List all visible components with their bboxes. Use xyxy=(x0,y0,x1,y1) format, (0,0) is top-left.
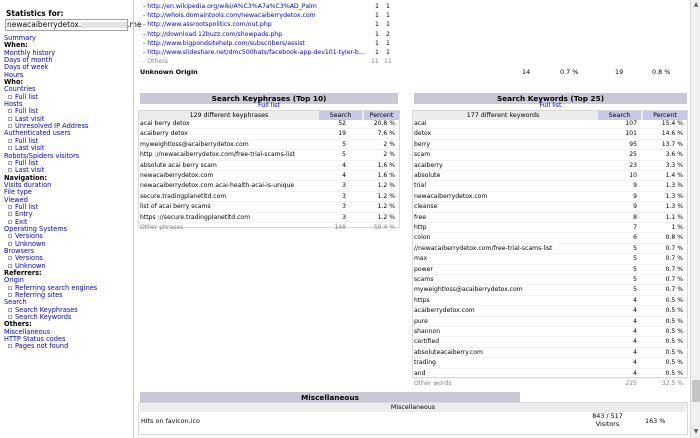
sidebar-sub-pages-not-found[interactable] xyxy=(4,343,132,350)
sidebar-label: Authenticated users xyxy=(4,129,71,138)
keywords-title: Search Keywords (Top 25) xyxy=(414,93,687,104)
misc-title: Miscellaneous xyxy=(140,392,520,403)
table-row xyxy=(413,275,687,285)
table-row xyxy=(413,233,687,243)
sidebar-label: Unresolved IP Address xyxy=(15,122,89,131)
row-term: https ://secure.tradingplanetltd.com xyxy=(140,213,251,221)
row-percent: 0.5 % xyxy=(665,317,683,325)
row-term: acai xyxy=(414,120,427,127)
sidebar-label: Summary xyxy=(4,34,36,42)
keywords-other-row xyxy=(413,379,687,389)
sidebar-label: Navigation: xyxy=(4,173,47,182)
row-term: free xyxy=(414,213,427,221)
table-row xyxy=(413,348,687,358)
unknown-origin-hits-pct: 0.8 % xyxy=(652,68,671,76)
sidebar-label: Robots/Spiders visitors xyxy=(4,151,80,160)
misc-row xyxy=(140,412,686,434)
row-search-count: 52 xyxy=(338,120,346,127)
row-percent: 0.7 % xyxy=(665,265,683,273)
table-row xyxy=(413,327,687,337)
row-search-count: 19 xyxy=(338,130,346,138)
sidebar-label: File type xyxy=(4,188,32,197)
sidebar-label: Hours xyxy=(4,70,24,79)
row-search-count: 4 xyxy=(633,338,637,346)
tree-bullet-icon xyxy=(8,308,12,312)
sidebar-label: Operating Systems xyxy=(4,224,68,233)
row-percent: 0.5 % xyxy=(665,296,683,304)
row-percent: 59.4 % xyxy=(373,224,395,231)
row-term: detox xyxy=(414,130,432,138)
row-percent: 0.7 % xyxy=(665,244,683,252)
row-search-count: 3 xyxy=(342,203,346,211)
row-term: and xyxy=(414,369,426,377)
sidebar-label: HTTP Status codes xyxy=(4,335,66,344)
row-term: cleanse xyxy=(414,203,438,211)
tree-bullet-icon xyxy=(8,212,12,216)
sidebar-label: Full list xyxy=(15,202,39,211)
row-percent: 1.3 % xyxy=(665,182,683,190)
sidebar-label: Entry xyxy=(15,210,33,219)
row-search-count: 3 xyxy=(342,182,346,190)
row-percent: 1.1 % xyxy=(665,213,683,221)
tree-bullet-icon xyxy=(8,315,12,319)
table-row xyxy=(139,192,399,202)
row-search-count: 7 xyxy=(633,224,637,231)
tree-bullet-icon xyxy=(8,293,12,297)
row-search-count: 4 xyxy=(633,296,637,304)
row-percent: 0.7 % xyxy=(665,255,683,263)
tree-bullet-icon xyxy=(8,264,12,268)
row-term: power xyxy=(414,265,433,273)
sidebar-label: Last visit xyxy=(15,166,45,175)
table-row xyxy=(413,213,687,223)
row-search-count: 5 xyxy=(342,151,346,159)
scroll-up-icon[interactable]: ▲ xyxy=(693,1,699,8)
row-search-count: 6 xyxy=(633,234,637,242)
tree-bullet-icon xyxy=(8,242,12,246)
table-row xyxy=(413,317,687,327)
row-search-count: 4 xyxy=(633,328,637,335)
row-percent: 0.7 % xyxy=(665,286,683,294)
row-search-count: 23 xyxy=(629,161,637,169)
unknown-origin-hits: 19 xyxy=(615,68,624,76)
referrer-link[interactable]: - http://www.assrootspolitics.com/out.php xyxy=(143,21,272,29)
row-percent: 1.2 % xyxy=(377,213,395,221)
sidebar-sub-full-list[interactable] xyxy=(4,94,132,101)
row-term: Other phrases xyxy=(140,224,184,231)
row-percent: 2 % xyxy=(383,151,395,159)
row-percent: 0.5 % xyxy=(665,338,683,346)
row-search-count: 101 xyxy=(625,130,637,138)
row-term: pure xyxy=(414,317,428,325)
referrer-others-hits: 11 xyxy=(384,58,392,65)
misc-row-value: 843 / 517 xyxy=(592,412,623,420)
row-term: acaiberrydetox.com xyxy=(414,307,475,315)
row-search-count: 3 xyxy=(342,192,346,200)
sidebar-label: Browsers xyxy=(4,246,35,255)
referrer-link[interactable]: - http://www.slideshare.net/dmc500hats/facebook-app-dev101-tyler-b... xyxy=(143,49,365,56)
sidebar-label: Pages not found xyxy=(15,342,69,351)
domain-prefix: newacaiberrydetox. xyxy=(7,20,82,29)
sidebar-label: Monthly history xyxy=(4,48,56,57)
row-percent: 1.3 % xyxy=(665,192,683,200)
sidebar-label: Last visit xyxy=(15,144,45,153)
referrer-hits: 1 xyxy=(386,3,390,10)
keywords-col-search: Search xyxy=(598,111,641,120)
sidebar-label: When: xyxy=(4,41,28,50)
row-term: myweightloss@acaiberrydetox.com xyxy=(414,286,523,294)
table-row xyxy=(139,161,399,171)
row-search-count: 5 xyxy=(633,265,637,273)
tree-bullet-icon xyxy=(8,286,12,290)
misc-row-label: Hits on favicon.ico xyxy=(141,417,200,425)
row-percent: 1.4 % xyxy=(665,172,683,179)
misc-row-value-sub: Visitors xyxy=(595,420,620,428)
row-term: newacaiberrydetox.com xyxy=(414,192,488,200)
table-row xyxy=(139,140,399,150)
row-search-count: 3 xyxy=(342,213,346,221)
row-term: trial xyxy=(414,182,427,190)
table-row xyxy=(413,161,687,171)
row-search-count: 4 xyxy=(633,369,637,377)
referrer-pages: 1 xyxy=(375,49,379,56)
row-search-count: 8 xyxy=(633,213,637,221)
row-term: http ://newacaiberrydetox.com/free-trial-scams-list xyxy=(140,151,295,159)
sidebar-item-hours[interactable] xyxy=(4,72,132,79)
row-term: absolute acai berry scam xyxy=(140,161,217,169)
row-percent: 0.8 % xyxy=(665,234,683,242)
domain-selector[interactable] xyxy=(5,19,142,31)
row-term: newacaiberrydetox.com acai-health-acai-is-unique xyxy=(140,182,295,190)
row-search-count: 5 xyxy=(633,244,637,252)
row-percent: 1.2 % xyxy=(377,203,395,211)
row-term: myweightloss@acaiberrydetox.com xyxy=(140,140,249,148)
tree-bullet-icon xyxy=(8,220,12,224)
sidebar-label: Referring search engines xyxy=(15,283,98,292)
row-search-count: 4 xyxy=(633,317,637,325)
sidebar-label: Origin xyxy=(4,276,24,285)
keywords-full-list-link[interactable]: Full list xyxy=(539,102,562,109)
sidebar-label: Last visit xyxy=(15,114,45,123)
row-search-count: 9 xyxy=(633,192,637,200)
table-row xyxy=(413,244,687,254)
row-percent: 3.6 % xyxy=(665,151,683,159)
table-row xyxy=(413,181,687,191)
page-scrollbar[interactable] xyxy=(690,0,700,438)
sidebar xyxy=(0,0,142,438)
tree-bullet-icon xyxy=(8,205,12,209)
row-term: list of acai berry scams xyxy=(140,203,211,211)
tree-bullet-icon xyxy=(8,117,12,121)
row-percent: 1.2 % xyxy=(377,192,395,200)
row-percent: 1 % xyxy=(671,224,683,231)
row-search-count: 4 xyxy=(342,161,346,169)
row-search-count: 107 xyxy=(625,120,637,127)
row-term: max xyxy=(414,255,428,263)
row-percent: 2 % xyxy=(383,140,395,148)
tree-bullet-icon xyxy=(8,139,12,143)
tree-bullet-icon xyxy=(8,256,12,260)
tree-bullet-icon xyxy=(8,344,12,348)
table-row xyxy=(413,150,687,160)
sidebar-label: Referring sites xyxy=(15,291,63,300)
row-search-count: 4 xyxy=(633,307,637,315)
keyphrases-full-list-link[interactable]: Full list xyxy=(257,102,281,109)
row-percent: 13.7 % xyxy=(661,140,683,148)
row-term: http xyxy=(414,224,427,231)
referrer-link[interactable]: - http://whois.domaintools.com/newacaiberrydetox.com xyxy=(143,12,316,20)
sidebar-label: Full list xyxy=(15,92,39,101)
row-term: Other words xyxy=(414,380,452,387)
sidebar-label: Search xyxy=(4,298,27,307)
keyphrases-title: Search Keyphrases (Top 10) xyxy=(140,93,398,104)
stats-for-label: Statistics for: xyxy=(6,9,64,18)
referrer-hits: 1 xyxy=(386,21,390,29)
row-search-count: 5 xyxy=(342,140,346,148)
referrer-link[interactable]: - http://download.12buzz.com/showpads.php xyxy=(143,30,283,38)
table-row xyxy=(413,285,687,295)
row-term: //newacaiberrydetox.com/free-trial-scams-list xyxy=(414,244,553,252)
referrer-link[interactable]: - http://www.bigpondsitehelp.com/subscribers/assist xyxy=(143,39,305,47)
table-row xyxy=(413,254,687,264)
row-percent: 0.5 % xyxy=(665,359,683,367)
row-search-count: 9 xyxy=(633,203,637,211)
table-row xyxy=(413,202,687,212)
table-row xyxy=(139,202,399,212)
referrer-others-label: - Others xyxy=(143,58,168,65)
referrer-hits: 1 xyxy=(386,12,390,20)
unknown-origin-row xyxy=(140,68,685,76)
sidebar-label: Referrers: xyxy=(4,269,42,277)
referrer-pages: 1 xyxy=(375,3,379,10)
sidebar-label: Days of month xyxy=(4,56,53,65)
scrollbar-thumb[interactable] xyxy=(692,380,700,402)
row-term: absoluteacaiberry.com xyxy=(414,348,483,356)
row-term: acaiberry xyxy=(414,161,443,169)
row-term: colon xyxy=(414,234,431,242)
referrer-link[interactable]: - http://en.wikipedia.org/wiki/A%C3%A7a%C3%AD_Palm xyxy=(143,3,317,10)
table-row xyxy=(139,150,399,160)
row-percent: 1.3 % xyxy=(665,203,683,211)
row-percent: 0.5 % xyxy=(665,328,683,335)
sidebar-label: Hosts xyxy=(4,100,23,109)
referrer-hits: 1 xyxy=(386,49,390,56)
misc-subheader: Miscellaneous xyxy=(140,403,686,412)
row-percent: 32.5 % xyxy=(661,380,683,387)
tree-bullet-icon xyxy=(8,161,12,165)
tree-bullet-icon xyxy=(8,168,12,172)
row-term: absolute xyxy=(414,172,441,179)
sidebar-label: Unknown xyxy=(15,239,46,248)
table-row xyxy=(413,306,687,316)
sidebar-label: Others: xyxy=(4,320,32,329)
table-row xyxy=(413,129,687,139)
sidebar-label: Search Keywords xyxy=(15,313,72,322)
row-percent: 0.5 % xyxy=(665,369,683,377)
row-term: newacaiberrydetox.com xyxy=(140,172,214,179)
row-term: shannon xyxy=(414,328,441,335)
sidebar-label: Visits duration xyxy=(4,180,52,189)
sidebar-label: Exit xyxy=(15,217,28,226)
row-percent: 0.5 % xyxy=(665,307,683,315)
sidebar-label: Viewed xyxy=(4,195,28,204)
row-search-count: 5 xyxy=(633,276,637,283)
sidebar-label: Full list xyxy=(15,158,39,167)
table-row xyxy=(139,181,399,191)
row-percent: 14.6 % xyxy=(661,130,683,138)
sidebar-label: Who: xyxy=(4,78,24,87)
row-term: https xyxy=(414,296,430,304)
tree-bullet-icon xyxy=(8,95,12,99)
scroll-down-icon[interactable]: ▼ xyxy=(693,428,699,435)
row-search-count: 25 xyxy=(629,151,637,159)
keyphrases-col-percent: Percent xyxy=(364,111,399,120)
row-percent: 1.6 % xyxy=(377,161,395,169)
tree-bullet-icon xyxy=(8,234,12,238)
table-row xyxy=(139,171,399,181)
row-search-count: 225 xyxy=(625,380,637,387)
referrer-pages: 1 xyxy=(375,39,379,47)
row-term: scam xyxy=(414,151,431,159)
sidebar-label: Full list xyxy=(15,107,39,116)
row-search-count: 4 xyxy=(342,172,346,179)
tree-bullet-icon xyxy=(8,146,12,150)
table-row xyxy=(413,119,687,129)
row-term: secure.tradingplanetltd.com xyxy=(140,192,227,200)
row-search-count: 10 xyxy=(629,172,637,179)
sidebar-label: Countries xyxy=(4,85,36,94)
row-percent: 0.7 % xyxy=(665,276,683,283)
referrer-hits: 1 xyxy=(386,39,390,47)
keyphrases-count: 129 different keyphrases xyxy=(189,112,269,119)
sidebar-label: Miscellaneous xyxy=(4,327,51,336)
table-row xyxy=(139,129,399,139)
referrer-pages: 1 xyxy=(375,21,379,29)
row-percent: 1.2 % xyxy=(377,182,395,190)
row-term: certified xyxy=(414,338,440,346)
table-row xyxy=(413,223,687,233)
sidebar-label: Search Keyphrases xyxy=(15,305,78,314)
sidebar-label: Days of week xyxy=(4,63,49,72)
row-percent: 15.4 % xyxy=(661,120,683,127)
table-row xyxy=(413,358,687,368)
tree-bullet-icon xyxy=(8,124,12,128)
row-search-count: 5 xyxy=(633,255,637,263)
row-percent: 1.6 % xyxy=(377,172,395,179)
row-term: berry xyxy=(414,140,431,148)
domain-suffix: .me xyxy=(127,20,142,29)
referrer-pages: 1 xyxy=(375,12,379,20)
keyphrases-col-search: Search xyxy=(319,111,362,120)
table-row xyxy=(413,337,687,347)
table-row xyxy=(413,192,687,202)
row-term: acai berry detox xyxy=(140,120,190,127)
row-search-count: 148 xyxy=(334,224,346,231)
sidebar-label: Versions xyxy=(15,232,43,241)
sidebar-menu xyxy=(4,35,132,351)
row-percent: 7.6 % xyxy=(377,130,395,138)
row-search-count: 95 xyxy=(629,140,637,148)
sidebar-label: Versions xyxy=(15,254,43,263)
row-percent: 0.5 % xyxy=(665,348,683,356)
row-search-count: 9 xyxy=(633,182,637,190)
row-search-count: 5 xyxy=(633,286,637,294)
table-row xyxy=(413,369,687,379)
table-row xyxy=(413,140,687,150)
table-row xyxy=(139,119,399,129)
row-percent: 20.8 % xyxy=(373,120,395,127)
keywords-count: 177 different keywords xyxy=(466,112,540,119)
row-search-count: 4 xyxy=(633,359,637,367)
table-row xyxy=(413,296,687,306)
table-row xyxy=(139,213,399,223)
redacted-domain-part xyxy=(81,22,127,28)
sidebar-label: Full list xyxy=(15,136,39,145)
row-percent: 3.3 % xyxy=(665,161,683,169)
misc-row-pct: 163 % xyxy=(645,417,666,425)
unknown-origin-label: Unknown Origin xyxy=(140,68,198,76)
unknown-origin-pages-pct: 0.7 % xyxy=(560,68,579,76)
keyphrases-other-row xyxy=(139,223,399,233)
referrer-hits: 2 xyxy=(386,30,390,38)
row-term: trading xyxy=(414,359,436,367)
unknown-origin-pages: 14 xyxy=(522,68,531,76)
table-row xyxy=(413,171,687,181)
keywords-col-percent: Percent xyxy=(643,111,687,120)
row-term: scams xyxy=(414,276,434,283)
referrer-others-pages: 11 xyxy=(371,58,379,65)
tree-bullet-icon xyxy=(8,109,12,113)
row-term: acaiberry detox xyxy=(140,130,188,138)
referrer-pages: 1 xyxy=(375,30,379,38)
row-search-count: 4 xyxy=(633,348,637,356)
sidebar-label: Unknown xyxy=(15,261,46,270)
table-row xyxy=(413,265,687,275)
